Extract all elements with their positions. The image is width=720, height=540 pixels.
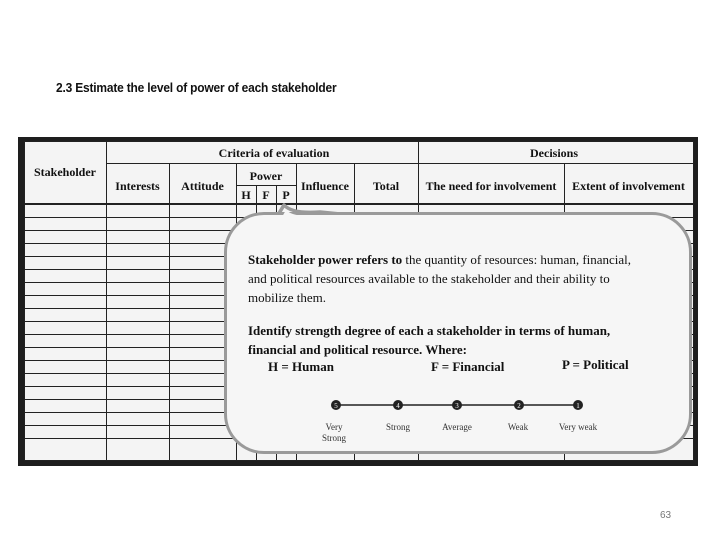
header-need-for-involvement: The need for involvement (425, 179, 557, 193)
header-extent-of-involvement: Extent of involvement (572, 179, 685, 193)
definition-line-1: Stakeholder power refers to the quantity of resources: human, financial, (248, 252, 632, 267)
key-political: P = Political (562, 357, 629, 372)
header-stakeholder: Stakeholder (33, 165, 96, 179)
scale-point-1 (573, 400, 583, 410)
scale-label-very-strong: Very Strong (321, 422, 346, 443)
key-financial: F = Financial (431, 359, 505, 374)
header-interests: Interests (115, 179, 160, 193)
scale-label-weak: Weak (507, 422, 529, 432)
section-heading: 2.3 Estimate the level of power of each stakeholder (56, 80, 337, 95)
svg-text:4: 4 (396, 402, 400, 410)
header-attitude: Attitude (181, 179, 224, 193)
svg-text:2: 2 (517, 402, 521, 410)
scale-label-average: Average (442, 422, 472, 432)
header-power-f: F (262, 188, 270, 202)
header-total: Total (372, 179, 400, 193)
scale-point-3 (452, 400, 462, 410)
scale-label-very-weak: Very weak (558, 422, 598, 432)
page-number: 63 (660, 510, 672, 521)
svg-text:5: 5 (334, 402, 338, 410)
scale-label-strong: Strong (385, 422, 410, 432)
header-power-p: P (282, 188, 290, 202)
header-decisions: Decisions (530, 146, 578, 160)
definition-line-3: mobilize them. (248, 290, 326, 305)
scale-point-2 (514, 400, 524, 410)
svg-text:1: 1 (576, 402, 580, 410)
svg-text:3: 3 (455, 402, 459, 410)
header-power-h: H (241, 188, 251, 202)
header-power: Power (249, 169, 283, 183)
scale-point-4 (393, 400, 403, 410)
identify-line-1: Identify strength degree of each a stakeholder in terms of human, (248, 323, 611, 338)
identify-line-2: financial and political resource. Where: (248, 342, 467, 357)
header-criteria: Criteria of evaluation (218, 146, 330, 160)
scale-point-5 (331, 400, 341, 410)
key-human: H = Human (268, 359, 334, 374)
header-influence: Influence (301, 179, 349, 193)
definition-line-2: and political resources available to the stakeholder and their ability to (248, 271, 610, 286)
